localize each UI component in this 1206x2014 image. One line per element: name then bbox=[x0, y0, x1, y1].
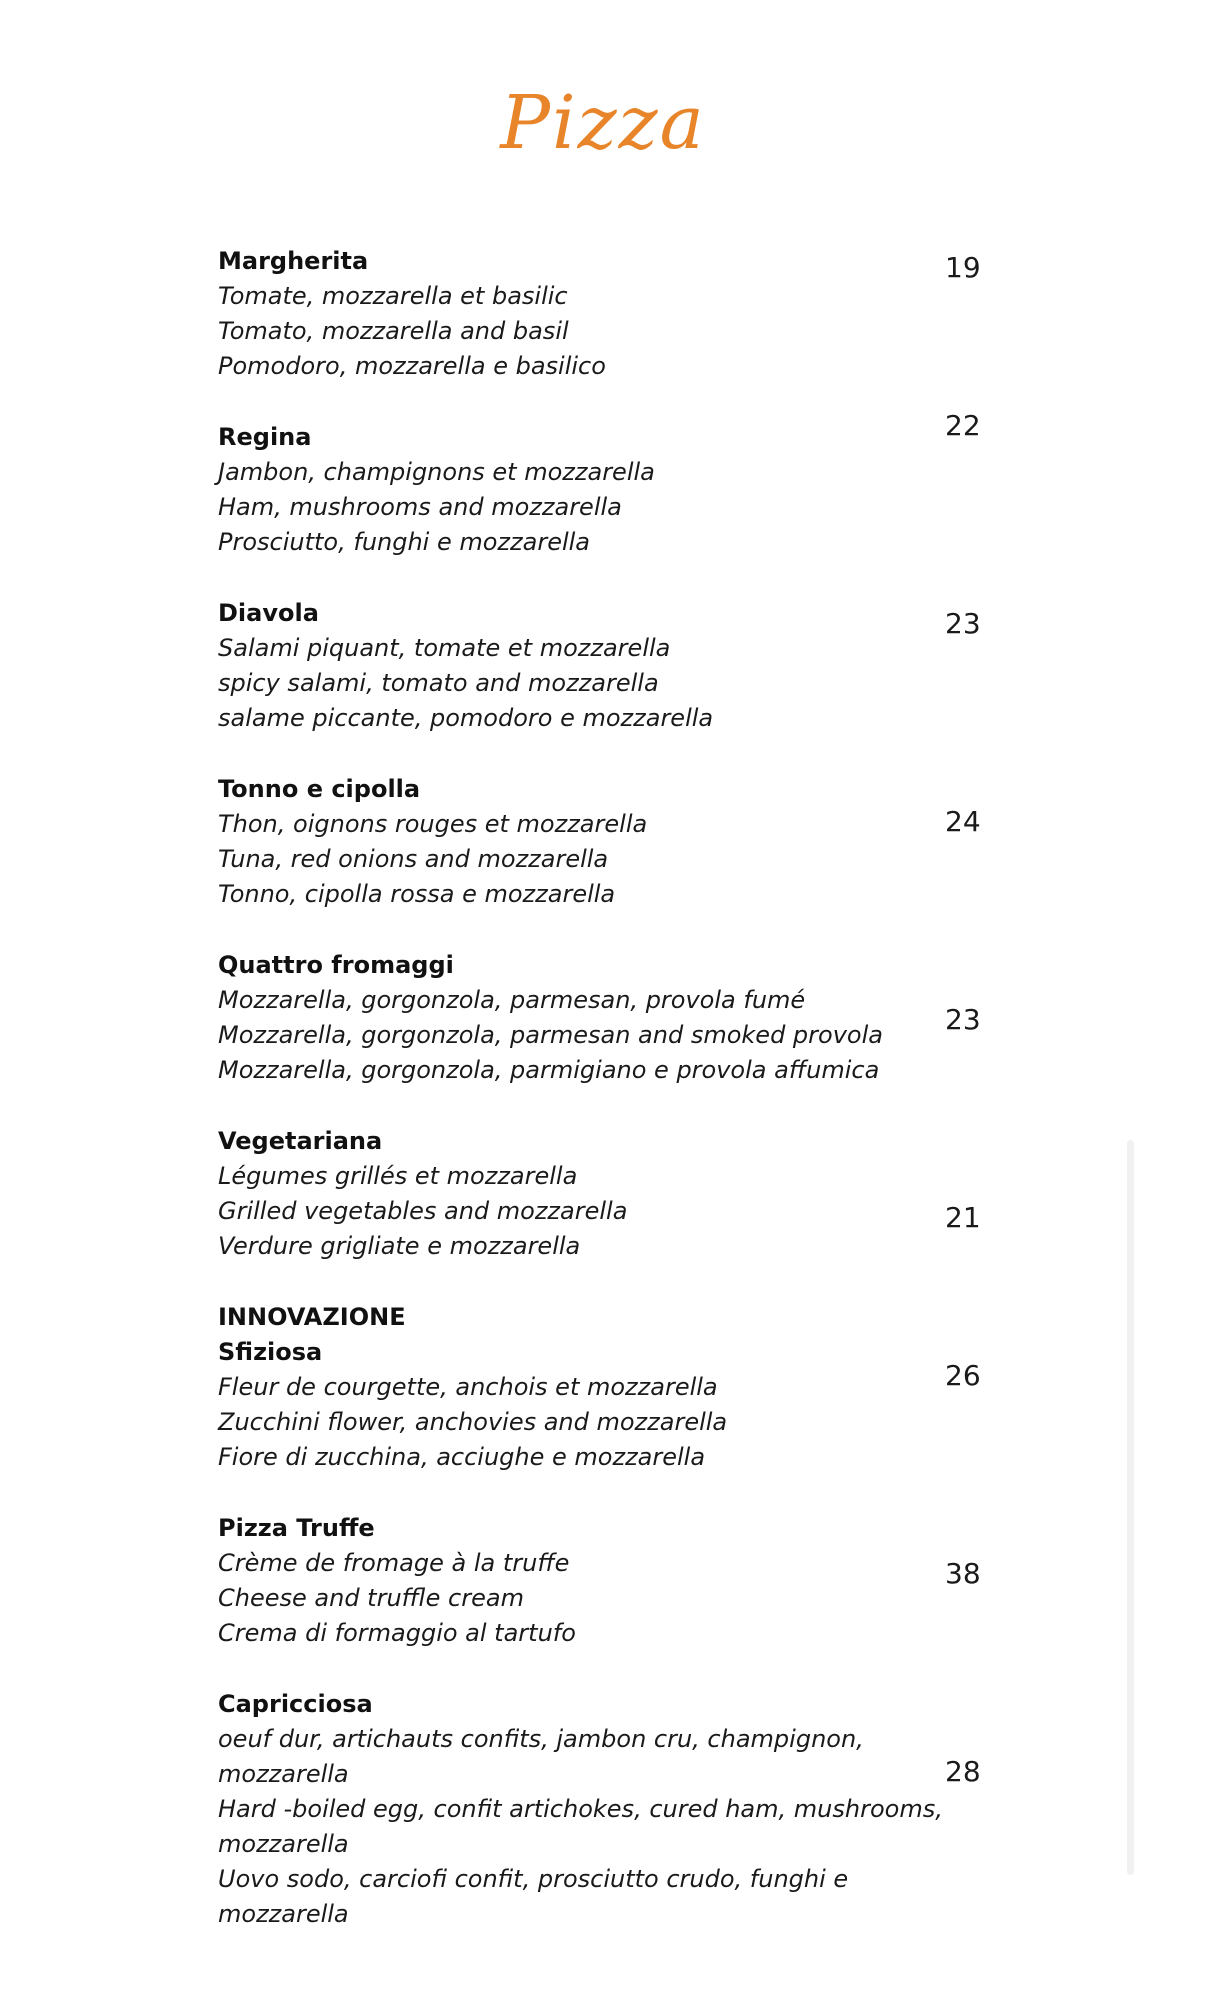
menu-item-sfiziosa bbox=[218, 1300, 918, 1475]
item-desc-fr-cont: mozzarella bbox=[218, 1760, 349, 1788]
item-price: 23 bbox=[945, 1003, 981, 1036]
item-name: Vegetariana bbox=[218, 1127, 383, 1155]
menu-item-diavola bbox=[218, 596, 918, 736]
menu-item-capricciosa bbox=[218, 1687, 943, 1932]
menu-item-tonno-e-cipolla bbox=[218, 772, 918, 912]
item-desc-it: Crema di formaggio al tartufo bbox=[218, 1619, 576, 1647]
item-price: 24 bbox=[945, 805, 981, 838]
item-desc-it: salame piccante, pomodoro e mozzarella bbox=[218, 704, 714, 732]
item-desc-fr: Tomate, mozzarella et basilic bbox=[218, 282, 568, 310]
item-desc-en: Hard -boiled egg, confit artichokes, cured ham, mushrooms, bbox=[218, 1795, 943, 1823]
item-price: 38 bbox=[945, 1557, 981, 1590]
item-desc-en: spicy salami, tomato and mozzarella bbox=[218, 669, 659, 697]
menu-item-quattro-fromaggi bbox=[218, 948, 918, 1088]
item-price: 19 bbox=[945, 251, 981, 284]
item-price: 23 bbox=[945, 607, 981, 640]
item-desc-en: Ham, mushrooms and mozzarella bbox=[218, 493, 622, 521]
item-desc-it: Mozzarella, gorgonzola, parmigiano e provola affumica bbox=[218, 1056, 880, 1084]
scrollbar[interactable] bbox=[1127, 1140, 1134, 1875]
section-heading: INNOVAZIONE bbox=[218, 1303, 406, 1331]
item-desc-fr: Crème de fromage à la truffe bbox=[218, 1549, 570, 1577]
menu-item-pizza-truffe bbox=[218, 1511, 918, 1651]
item-price: 28 bbox=[945, 1755, 981, 1788]
item-desc-it: Uovo sodo, carciofi confit, prosciutto crudo, funghi e bbox=[218, 1865, 849, 1893]
item-desc-en: Zucchini flower, anchovies and mozzarella bbox=[218, 1408, 728, 1436]
item-desc-en: Mozzarella, gorgonzola, parmesan and smoked provola bbox=[218, 1021, 883, 1049]
item-name: Capricciosa bbox=[218, 1690, 373, 1718]
item-desc-it: Fiore di zucchina, acciughe e mozzarella bbox=[218, 1443, 706, 1471]
menu-item-regina bbox=[218, 420, 918, 560]
item-desc-it: Prosciutto, funghi e mozzarella bbox=[218, 528, 591, 556]
item-desc-fr: Légumes grillés et mozzarella bbox=[218, 1162, 578, 1190]
item-desc-fr: Thon, oignons rouges et mozzarella bbox=[218, 810, 648, 838]
item-desc-fr: Fleur de courgette, anchois et mozzarella bbox=[218, 1373, 718, 1401]
page-title: Pizza bbox=[500, 80, 706, 166]
item-name: Pizza Truffe bbox=[218, 1514, 375, 1542]
item-desc-it: Verdure grigliate e mozzarella bbox=[218, 1232, 581, 1260]
item-name: Quattro fromaggi bbox=[218, 951, 454, 979]
item-price: 22 bbox=[945, 409, 981, 442]
item-name: Regina bbox=[218, 423, 312, 451]
menu-item-vegetariana bbox=[218, 1124, 918, 1264]
item-desc-it: Tonno, cipolla rossa e mozzarella bbox=[218, 880, 616, 908]
item-name: Diavola bbox=[218, 599, 319, 627]
item-desc-en: Grilled vegetables and mozzarella bbox=[218, 1197, 628, 1225]
item-name: Sfiziosa bbox=[218, 1338, 323, 1366]
item-desc-fr: Mozzarella, gorgonzola, parmesan, provola fumé bbox=[218, 986, 806, 1014]
item-desc-fr: oeuf dur, artichauts confits, jambon cru, champignon, bbox=[218, 1725, 864, 1753]
item-desc-en: Tuna, red onions and mozzarella bbox=[218, 845, 609, 873]
item-name: Margherita bbox=[218, 247, 369, 275]
item-price: 26 bbox=[945, 1359, 981, 1392]
item-desc-fr: Salami piquant, tomate et mozzarella bbox=[218, 634, 671, 662]
item-desc-en-cont: mozzarella bbox=[218, 1830, 349, 1858]
item-desc-en: Tomato, mozzarella and basil bbox=[218, 317, 569, 345]
item-price: 21 bbox=[945, 1201, 981, 1234]
item-name: Tonno e cipolla bbox=[218, 775, 421, 803]
item-desc-it-cont: mozzarella bbox=[218, 1900, 349, 1928]
item-desc-en: Cheese and truffle cream bbox=[218, 1584, 524, 1612]
item-desc-fr: Jambon, champignons et mozzarella bbox=[218, 458, 655, 486]
menu-item-margherita bbox=[218, 244, 918, 384]
item-desc-it: Pomodoro, mozzarella e basilico bbox=[218, 352, 606, 380]
